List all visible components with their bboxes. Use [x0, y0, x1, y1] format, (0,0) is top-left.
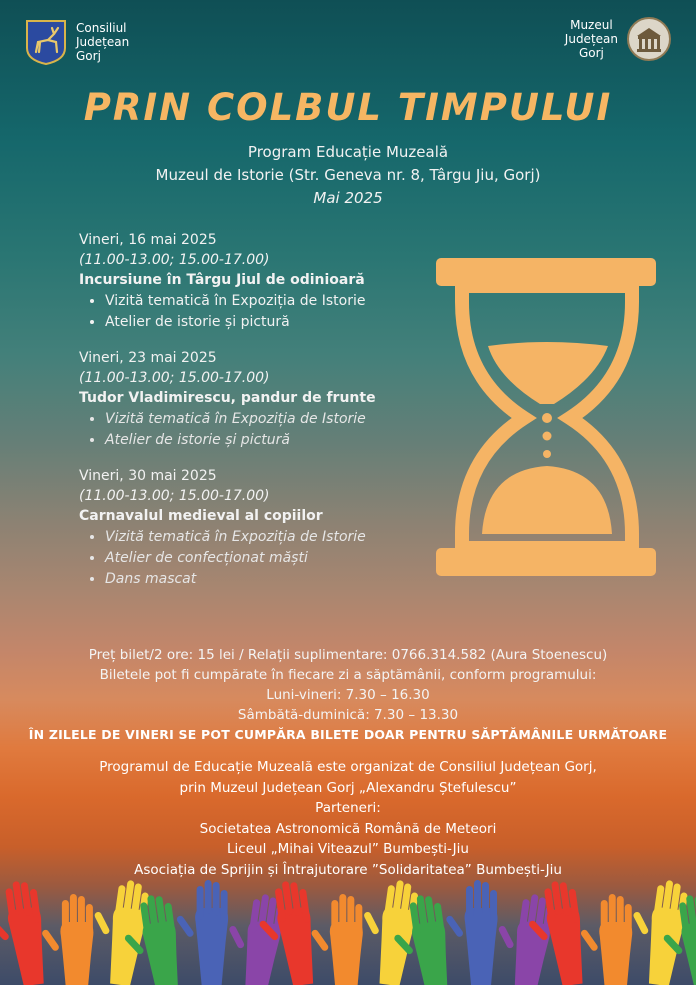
right-org-line: Muzeul [570, 18, 613, 32]
left-org-line: Consiliul [76, 21, 127, 35]
event-item [79, 230, 429, 333]
deer-crest-icon [24, 18, 68, 66]
hand-shape [623, 876, 690, 985]
program-subtitle: Program Educație Muzeală [247, 143, 449, 161]
poster-title: PRIN COLBUL TIMPULUI [83, 86, 613, 129]
event-date: Vineri, 16 mai 2025 [79, 232, 217, 248]
venue-subtitle: Muzeul de Istorie (Str. Geneva nr. 8, Târgu Jiu, Gorj) [155, 166, 541, 184]
event-name: Carnavalul medieval al copiilor [79, 508, 323, 524]
weekend-hours: Sâmbătă-duminică: 7.30 – 13.30 [237, 707, 459, 723]
event-item [79, 348, 429, 451]
organizer-line: prin Muzeul Județean Gorj „Alexandru Ștefulescu” [179, 779, 517, 796]
partners-label: Parteneri: [315, 800, 381, 816]
museum-logo [565, 16, 672, 62]
hand-shape [310, 894, 363, 985]
hand-shape [445, 880, 498, 985]
left-org-line: Gorj [76, 49, 101, 63]
hand-shape [84, 876, 151, 985]
left-org-line: Județean [76, 35, 130, 49]
month-subtitle: Mai 2025 [313, 189, 383, 207]
ticket-price: Preț bilet/2 ore: 15 lei / Relații suplimentare: 0766.314.582 (Aura Stoenescu) [88, 647, 608, 663]
event-date: Vineri, 30 mai 2025 [79, 468, 217, 484]
partner-item: Liceul „Mihai Viteazul” Bumbești-Jiu [227, 841, 469, 857]
event-hours: (11.00-13.00; 15.00-17.00) [79, 488, 270, 504]
organizer-line: Programul de Educație Muzeală este organizat de Consiliul Județean Gorj, [99, 759, 597, 775]
friday-warning: ÎN ZILELE DE VINERI SE POT CUMPĂRA BILETE DOAR PENTRU SĂPTĂMÂNILE URMĂTOARE [28, 727, 668, 742]
event-activity: • Atelier de istorie și pictură [105, 430, 429, 451]
event-activity: • Vizită tematică în Expoziția de Istorie [105, 409, 429, 430]
weekday-hours: Luni-vineri: 7.30 – 16.30 [266, 687, 430, 703]
right-org-line: Județean [564, 32, 618, 46]
organizers-block [0, 757, 696, 880]
event-hours: (11.00-13.00; 15.00-17.00) [79, 252, 270, 268]
ticket-schedule-intro: Biletele pot fi cumpărate în fiecare zi a săptămânii, conform programului: [99, 667, 597, 683]
museum-building-icon [626, 16, 672, 62]
event-activity: • Dans mascat [105, 569, 429, 590]
event-activity: • Vizită tematică în Expoziția de Istorie [105, 527, 429, 548]
event-item [79, 466, 429, 590]
raised-hands-decoration [0, 872, 696, 985]
hourglass-icon [436, 258, 658, 578]
event-name: Tudor Vladimirescu, pandur de frunte [79, 390, 376, 406]
county-council-logo [24, 18, 129, 66]
event-activity: • Atelier de confecționat măști [105, 548, 429, 569]
event-activity: • Atelier de istorie și pictură [105, 312, 429, 333]
event-date: Vineri, 23 mai 2025 [79, 350, 217, 366]
partner-item: Asociația de Sprijin și Întrajutorare ”Solidaritatea” Bumbești-Jiu [134, 861, 562, 878]
hand-shape [354, 876, 421, 985]
events-list [79, 230, 429, 605]
event-name: Incursiune în Târgu Jiul de odinioară [79, 272, 365, 288]
hand-shape [41, 894, 94, 985]
event-activity: • Vizită tematică în Expoziția de Istorie [105, 291, 429, 312]
hand-shape [580, 894, 633, 985]
partner-item: Societatea Astronomică Română de Meteori [199, 820, 497, 837]
right-org-line: Gorj [578, 46, 604, 60]
hand-shape [175, 880, 228, 985]
event-hours: (11.00-13.00; 15.00-17.00) [79, 370, 270, 386]
